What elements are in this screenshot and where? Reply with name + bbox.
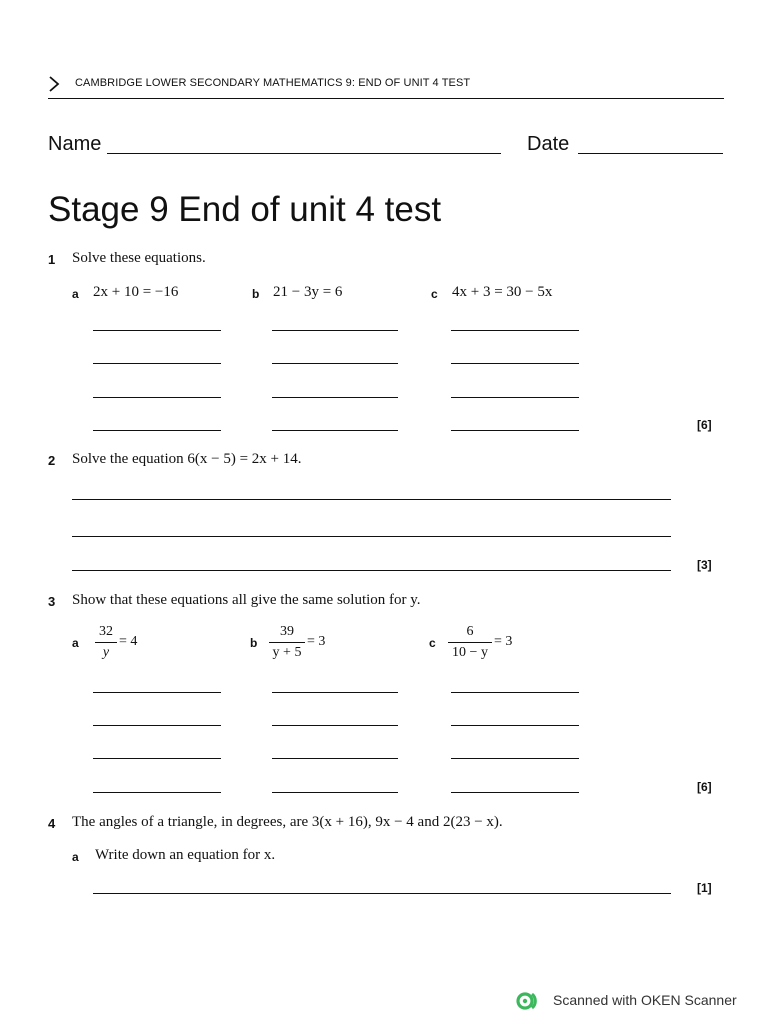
q3-b-numerator: 39 [280,624,294,639]
q4-a-marks: [1] [697,881,712,895]
q1-a-equation: 2x + 10 = −16 [93,284,179,300]
header-rule [48,98,724,99]
q1-b-answer-line[interactable] [272,397,398,398]
q4-a-prompt: Write down an equation for x. [95,847,276,863]
q3-a-rhs: = 4 [119,634,138,649]
q3-a-fraction [95,624,117,661]
date-label: Date [527,133,570,155]
q1-a-label: a [72,287,79,301]
q1-prompt: Solve these equations. [72,250,206,266]
q3-b-denominator: y + 5 [272,645,302,660]
q4-number: 4 [48,816,56,831]
q2-prompt: Solve the equation 6(x − 5) = 2x + 14. [72,451,302,467]
date-field[interactable] [578,153,723,154]
q3-c-answer-line[interactable] [451,758,579,759]
q3-a-answer-line[interactable] [93,725,221,726]
q3-b-answer-line[interactable] [272,758,398,759]
q3-c-answer-line[interactable] [451,792,579,793]
header-title: CAMBRIDGE LOWER SECONDARY MATHEMATICS 9: END OF UNIT 4 TEST [75,77,471,89]
name-field[interactable] [107,153,501,154]
q3-c-denominator: 10 − y [452,645,488,660]
q1-b-label: b [252,287,260,301]
q4-prompt: The angles of a triangle, in degrees, are 3(x + 16), 9x − 4 and 2(23 − x). [72,814,503,830]
q3-a-answer-line[interactable] [93,758,221,759]
q1-c-label: c [431,287,438,301]
q3-b-fraction [269,624,305,661]
q3-b-answer-line[interactable] [272,692,398,693]
q3-a-label: a [72,636,79,650]
q3-b-answer-line[interactable] [272,792,398,793]
q3-b-answer-line[interactable] [272,725,398,726]
q1-b-answer-line[interactable] [272,330,398,331]
q2-answer-line[interactable] [72,536,671,537]
q2-answer-line[interactable] [72,499,671,500]
q1-c-answer-line[interactable] [451,397,579,398]
q3-marks: [6] [697,780,712,794]
q3-a-answer-line[interactable] [93,692,221,693]
q1-c-answer-line[interactable] [451,363,579,364]
q1-marks: [6] [697,418,712,432]
q4-a-label: a [72,850,79,864]
q3-c-label: c [429,636,436,650]
scanner-watermark-text: Scanned with OKEN Scanner [553,992,737,1008]
q2-answer-line[interactable] [72,570,671,571]
q3-a-answer-line[interactable] [93,792,221,793]
q2-number: 2 [48,453,56,468]
name-label: Name [48,133,102,155]
q3-prompt: Show that these equations all give the same solution for y. [72,592,421,608]
q1-a-answer-line[interactable] [93,330,221,331]
q3-c-rhs: = 3 [494,634,513,649]
q3-c-answer-line[interactable] [451,725,579,726]
q1-b-answer-line[interactable] [272,430,398,431]
q3-a-denominator: y [102,645,110,660]
q1-a-answer-line[interactable] [93,397,221,398]
q3-number: 3 [48,594,56,609]
q3-a-numerator: 32 [99,624,113,639]
q1-number: 1 [48,252,56,267]
q1-c-answer-line[interactable] [451,330,579,331]
q1-b-equation: 21 − 3y = 6 [273,284,343,300]
q1-b-answer-line[interactable] [272,363,398,364]
q3-c-fraction [448,624,492,661]
q1-a-answer-line[interactable] [93,363,221,364]
q3-b-rhs: = 3 [307,634,326,649]
q2-marks: [3] [697,558,712,572]
q3-b-label: b [250,636,258,650]
oken-scanner-logo-icon [516,990,540,1012]
q3-c-answer-line[interactable] [451,692,579,693]
q4-a-answer-line[interactable] [93,893,671,894]
chevron-right-icon [48,76,60,92]
page-title: Stage 9 End of unit 4 test [48,190,442,229]
q1-c-equation: 4x + 3 = 30 − 5x [452,284,553,300]
q1-c-answer-line[interactable] [451,430,579,431]
q1-a-answer-line[interactable] [93,430,221,431]
q3-c-numerator: 6 [466,624,474,639]
